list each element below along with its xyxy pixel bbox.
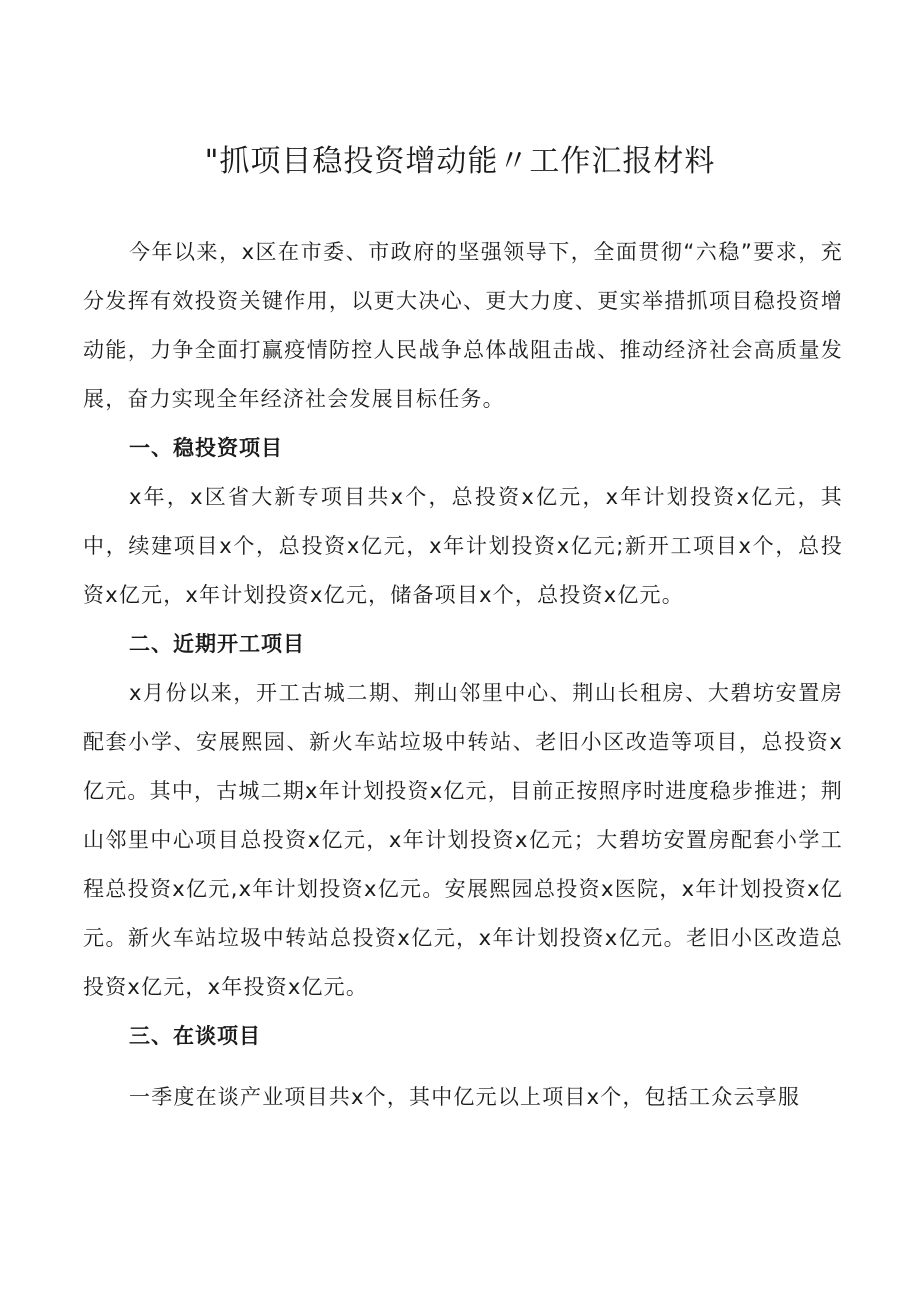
section-heading-3: 三、在谈项目: [129, 1024, 261, 1048]
intro-paragraph: 今年以来，x区在市委、市政府的坚强领导下，全面贯彻“六稳”要求，充分发挥有效投资关键作用，以更大决心、更大力度、更实举措抓项目稳投资增动能，力争全面打赢疫情防控人民战争总体战阻击战、推动经济社会高质量发展，奋力实现全年经济社会发展目标任务。: [83, 240, 843, 411]
section-paragraph-3: 一季度在谈产业项目共x个，其中亿元以上项目x个，包括工众云享服: [129, 1085, 801, 1109]
document-body: [83, 228, 843, 1122]
section-paragraph-2: x月份以来，开工古城二期、荆山邻里中心、荆山长租房、大碧坊安置房配套小学、安展熙园、新火车站垃圾中转站、老旧小区改造等项目，总投资x亿元。其中，古城二期x年计划投资x亿元，目前正按照序时进度稳步推进；荆山邻里中心项目总投资x亿元，x年计划投资x亿元；大碧坊安置房配套小学工程总投资x亿元,x年计划投资x亿元。安展熙园总投资x医院，x年计划投资x亿元。新火车站垃圾中转站总投资x亿元，x年计划投资x亿元。老旧小区改造总投资x亿元，x年投资x亿元。: [83, 681, 843, 999]
section-paragraph-1: x年，x区省大新专项目共x个，总投资x亿元，x年计划投资x亿元，其中，续建项目x个，总投资x亿元，x年计划投资x亿元;新开工项目x个，总投资x亿元，x年计划投资x亿元，储备项目x个，总投资x亿元。: [83, 485, 843, 607]
section-heading-2: 二、近期开工项目: [129, 632, 305, 656]
section-heading-1: 一、稳投资项目: [129, 436, 283, 460]
document-title: "抓项目稳投资增动能〃工作汇报材料: [204, 144, 716, 179]
